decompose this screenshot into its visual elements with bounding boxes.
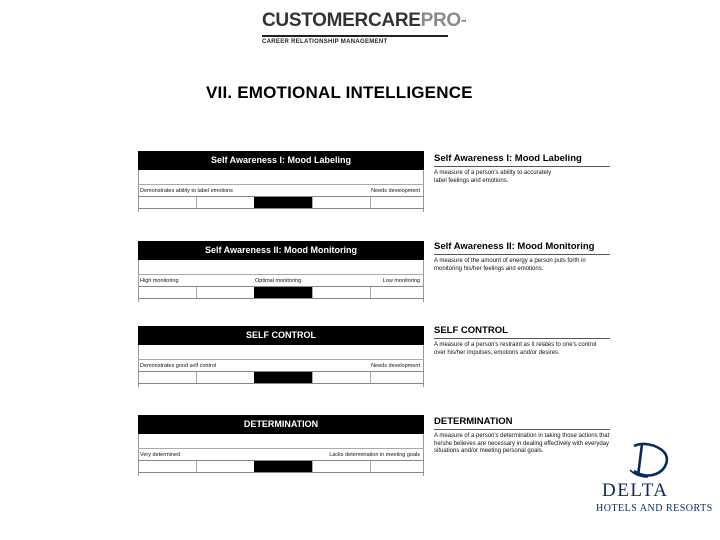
scale-track	[138, 196, 424, 209]
scale-tick	[312, 461, 313, 472]
logo-subtitle: CAREER RELATIONSHIP MANAGEMENT	[262, 39, 388, 45]
definition-mood-monitoring	[434, 241, 612, 273]
scale-spacer	[138, 347, 424, 360]
scale-left-label: Demonstrates ability to label emotions	[140, 188, 233, 194]
definition-mood-labeling	[434, 153, 612, 185]
scale-tick	[196, 372, 197, 383]
scale-spacer	[138, 172, 424, 185]
scale-spacer	[138, 262, 424, 275]
scale-panel-mood-monitoring	[138, 241, 424, 303]
scale-tick	[196, 461, 197, 472]
definition-title: DETERMINATION	[434, 416, 513, 427]
delta-logo	[590, 440, 713, 530]
scale-panel-determination	[138, 415, 424, 477]
scale-left-label: High monitoring	[140, 278, 179, 284]
definition-title: Self Awareness II: Mood Monitoring	[434, 241, 595, 252]
definition-rule	[434, 166, 610, 167]
scale-tick	[196, 197, 197, 208]
scale-marker	[254, 197, 312, 208]
scale-tick	[312, 287, 313, 298]
scale-spacer	[138, 436, 424, 449]
scale-panel-self-control	[138, 326, 424, 388]
scale-marker	[254, 461, 312, 472]
scale-right-label: Needs development	[371, 363, 420, 369]
delta-wordmark: DELTA	[602, 480, 669, 501]
scale-tick	[196, 287, 197, 298]
scale-tick	[370, 287, 371, 298]
scale-right-label: Lacks determination in meeting goals	[329, 452, 420, 458]
scale-tick	[370, 197, 371, 208]
scale-left-label: Demonstrates good self control	[140, 363, 217, 369]
scale-panel-mood-labeling	[138, 151, 424, 213]
scale-title: SELF CONTROL	[138, 326, 424, 345]
definition-title: SELF CONTROL	[434, 325, 508, 336]
scale-title: Self Awareness I: Mood Labeling	[138, 151, 424, 170]
customercarepro-logo	[262, 10, 467, 45]
definition-title: Self Awareness I: Mood Labeling	[434, 153, 582, 164]
scale-marker	[254, 287, 312, 298]
definition-text: A measure of a person's ability to accurately label feelings and emotions.	[434, 170, 552, 184]
definition-rule	[434, 338, 610, 339]
scale-tick	[370, 372, 371, 383]
delta-subtitle: HOTELS AND RESORTS	[596, 503, 713, 514]
scale-marker	[254, 372, 312, 383]
page-title: VII. EMOTIONAL INTELLIGENCE	[206, 83, 473, 102]
scale-track	[138, 371, 424, 384]
definition-rule	[434, 429, 610, 430]
scale-right-label: Low monitoring	[382, 278, 420, 284]
scale-track	[138, 286, 424, 299]
logo-rule	[262, 35, 448, 37]
scale-title: DETERMINATION	[138, 415, 424, 434]
scale-left-label: Very determined	[140, 452, 181, 458]
logo-wordmark: CUSTOMERCAREPRO™	[262, 10, 467, 31]
definition-rule	[434, 254, 610, 255]
scale-title: Self Awareness II: Mood Monitoring	[138, 241, 424, 260]
scale-mid-label: Optimal monitoring	[255, 278, 302, 284]
definition-text: A measure of a person's restraint as it relates to one's control over his/her impulses, emotions and/or desires.	[434, 342, 597, 356]
scale-tick	[370, 461, 371, 472]
definition-self-control	[434, 325, 612, 357]
definition-determination	[434, 416, 612, 456]
scale-right-label: Needs development	[371, 188, 420, 194]
scale-track	[138, 460, 424, 473]
scale-tick	[312, 372, 313, 383]
definition-text: A measure of a person's determination in taking those actions that he/she believes are necessary in dealing effectively with everyday situations and/or meeting personal goals.	[434, 433, 610, 454]
scale-tick	[312, 197, 313, 208]
delta-emblem-icon	[620, 440, 676, 480]
definition-text: A measure of the amount of energy a person puts forth in monitoring his/her feelings and emotions.	[434, 258, 586, 272]
